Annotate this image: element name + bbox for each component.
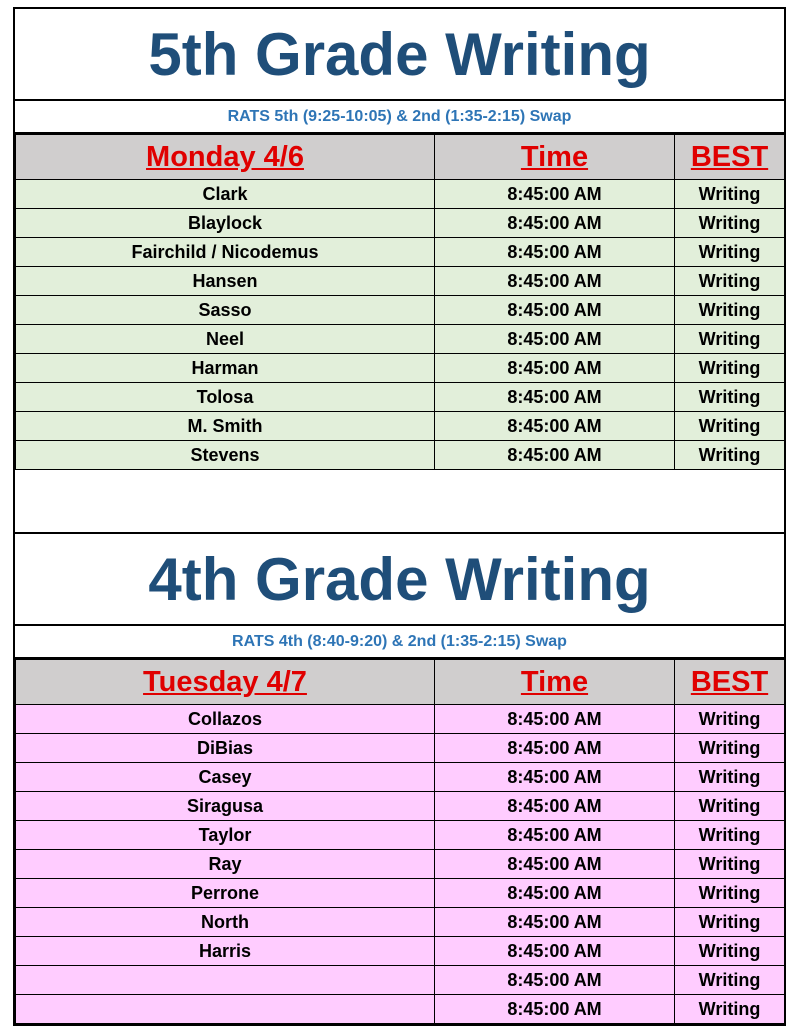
table-row (16, 705, 785, 734)
table-body-5th (16, 180, 785, 470)
time-cell: 8:45:00 AM (435, 354, 675, 383)
table-row (16, 908, 785, 937)
subject-cell: Writing (675, 238, 785, 267)
schedule-table-5th (15, 134, 785, 470)
teacher-cell: Sasso (16, 296, 435, 325)
teacher-cell: Siragusa (16, 792, 435, 821)
subject-cell: Writing (675, 705, 785, 734)
time-cell: 8:45:00 AM (435, 763, 675, 792)
header-day: Tuesday 4/7 (16, 660, 435, 705)
time-cell: 8:45:00 AM (435, 821, 675, 850)
table-row (16, 850, 785, 879)
table-body-4th (16, 705, 785, 1024)
table-row (16, 296, 785, 325)
teacher-cell: M. Smith (16, 412, 435, 441)
header-time: Time (435, 135, 675, 180)
table-row (16, 937, 785, 966)
subject-cell: Writing (675, 879, 785, 908)
table-row (16, 238, 785, 267)
teacher-cell: Tolosa (16, 383, 435, 412)
time-cell: 8:45:00 AM (435, 792, 675, 821)
time-cell: 8:45:00 AM (435, 937, 675, 966)
table-row (16, 180, 785, 209)
time-cell: 8:45:00 AM (435, 705, 675, 734)
schedule-table-4th (15, 659, 785, 1024)
subject-cell: Writing (675, 325, 785, 354)
teacher-cell: Collazos (16, 705, 435, 734)
subject-cell: Writing (675, 180, 785, 209)
teacher-cell: Harman (16, 354, 435, 383)
teacher-cell: Fairchild / Nicodemus (16, 238, 435, 267)
teacher-cell: Ray (16, 850, 435, 879)
section-subtitle: RATS 4th (8:40-9:20) & 2nd (1:35-2:15) Swap (15, 626, 784, 659)
time-cell: 8:45:00 AM (435, 325, 675, 354)
time-cell: 8:45:00 AM (435, 734, 675, 763)
subject-cell: Writing (675, 296, 785, 325)
time-cell: 8:45:00 AM (435, 441, 675, 470)
time-cell: 8:45:00 AM (435, 267, 675, 296)
header-best: BEST (675, 135, 785, 180)
teacher-cell: Neel (16, 325, 435, 354)
header-day: Monday 4/6 (16, 135, 435, 180)
subject-cell: Writing (675, 937, 785, 966)
subject-cell: Writing (675, 383, 785, 412)
subject-cell: Writing (675, 412, 785, 441)
time-cell: 8:45:00 AM (435, 850, 675, 879)
subject-cell: Writing (675, 267, 785, 296)
time-cell: 8:45:00 AM (435, 908, 675, 937)
section-title: 4th Grade Writing (15, 534, 784, 626)
table-row (16, 354, 785, 383)
section-subtitle: RATS 5th (9:25-10:05) & 2nd (1:35-2:15) Swap (15, 101, 784, 134)
table-row (16, 441, 785, 470)
teacher-cell: Casey (16, 763, 435, 792)
subject-cell: Writing (675, 995, 785, 1024)
time-cell: 8:45:00 AM (435, 238, 675, 267)
subject-cell: Writing (675, 821, 785, 850)
table-row (16, 209, 785, 238)
time-cell: 8:45:00 AM (435, 879, 675, 908)
teacher-cell: DiBias (16, 734, 435, 763)
table-row (16, 412, 785, 441)
teacher-cell: North (16, 908, 435, 937)
subject-cell: Writing (675, 908, 785, 937)
subject-cell: Writing (675, 734, 785, 763)
table-row (16, 763, 785, 792)
section-4th-grade (13, 532, 786, 1026)
teacher-cell: Blaylock (16, 209, 435, 238)
time-cell: 8:45:00 AM (435, 995, 675, 1024)
table-row (16, 734, 785, 763)
subject-cell: Writing (675, 209, 785, 238)
table-row (16, 966, 785, 995)
table-row (16, 383, 785, 412)
time-cell: 8:45:00 AM (435, 180, 675, 209)
table-row (16, 879, 785, 908)
section-title: 5th Grade Writing (15, 9, 784, 101)
schedule-sheet (13, 7, 786, 1026)
time-cell: 8:45:00 AM (435, 383, 675, 412)
table-header-row (16, 135, 785, 180)
table-header-row (16, 660, 785, 705)
time-cell: 8:45:00 AM (435, 412, 675, 441)
time-cell: 8:45:00 AM (435, 966, 675, 995)
subject-cell: Writing (675, 354, 785, 383)
time-cell: 8:45:00 AM (435, 209, 675, 238)
teacher-cell: Hansen (16, 267, 435, 296)
header-time: Time (435, 660, 675, 705)
subject-cell: Writing (675, 966, 785, 995)
subject-cell: Writing (675, 441, 785, 470)
subject-cell: Writing (675, 763, 785, 792)
subject-cell: Writing (675, 850, 785, 879)
table-row (16, 792, 785, 821)
time-cell: 8:45:00 AM (435, 296, 675, 325)
table-row (16, 821, 785, 850)
table-row (16, 325, 785, 354)
teacher-cell (16, 995, 435, 1024)
header-best: BEST (675, 660, 785, 705)
section-gap (13, 470, 786, 532)
teacher-cell: Stevens (16, 441, 435, 470)
section-5th-grade (13, 7, 786, 470)
teacher-cell: Harris (16, 937, 435, 966)
teacher-cell: Clark (16, 180, 435, 209)
teacher-cell (16, 966, 435, 995)
table-row (16, 995, 785, 1024)
subject-cell: Writing (675, 792, 785, 821)
teacher-cell: Perrone (16, 879, 435, 908)
teacher-cell: Taylor (16, 821, 435, 850)
table-row (16, 267, 785, 296)
